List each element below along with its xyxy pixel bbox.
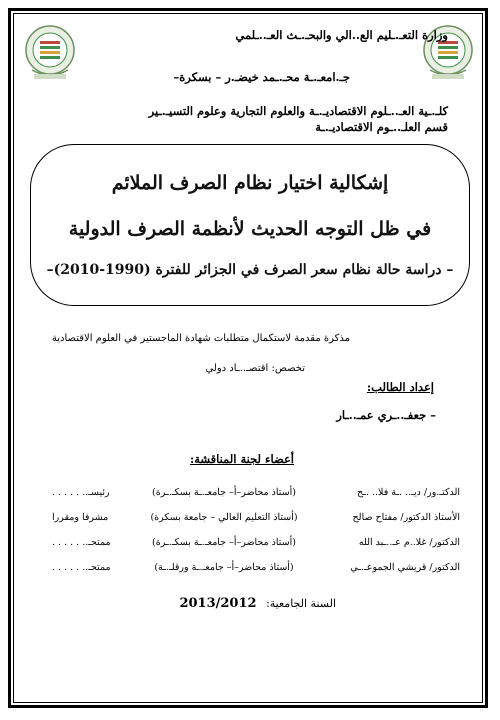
department-name: قسم العلـ..ـوم الاقتصاديـ.ـة bbox=[315, 120, 448, 134]
committee-row bbox=[52, 480, 460, 505]
thesis-subtitle: – دراسة حالة نظام سعر الصرف في الجزائر للفترة (1990-2010)– bbox=[46, 262, 454, 278]
committee-table bbox=[52, 480, 460, 580]
ministry-name: وزارة التعـ.ـليم الع..الي والبحـ.ـث العـ..ـلمي bbox=[235, 28, 448, 42]
member-name: الأستاذ الدكتور/ مفتاح صالح bbox=[352, 512, 460, 523]
committee-row bbox=[52, 555, 460, 580]
committee-row bbox=[52, 530, 460, 555]
student-name: – جعفـ..ـري عمـ..ـار bbox=[336, 408, 436, 422]
student-heading: إعداد الطالب: bbox=[366, 380, 434, 394]
committee-row bbox=[52, 505, 460, 530]
member-name: الدكتور/ قريشي الجموعـ.ـي bbox=[350, 562, 460, 573]
member-name: الدكتـ.ور/ ديـ.. .ـة فلا.. .ـح bbox=[357, 487, 460, 498]
member-rank: (أستاذ محاضر–أ– جامعـ.ـة بسكـ.ـرة) bbox=[152, 487, 296, 498]
member-role: مشرفا ومقررا bbox=[52, 512, 109, 523]
thesis-title-line-1: إشكالية اختيار نظام الصرف الملائم bbox=[111, 172, 389, 194]
academic-year-label: السنة الجامعية: bbox=[266, 597, 336, 610]
member-role: ممتحـ.. . . . . . bbox=[52, 562, 111, 573]
member-name: الدكتور/ غلا..م عـ..ـبد الله bbox=[358, 537, 460, 548]
member-role: ممتحـ.. . . . . . bbox=[52, 537, 111, 548]
member-rank: (أستاذ محاضر–أ– جامعـ.ـة ورقلـ.ـة) bbox=[154, 562, 294, 573]
member-rank: (أستاذ محاضر–أ– جامعـ.ـة بسكـ.ـرة) bbox=[152, 537, 296, 548]
university-logo-left-icon bbox=[22, 24, 78, 82]
faculty-name: كلـ.ـية العـ..ـلوم الاقتصاديـ.ـة والعلوم التجارية وعلوم التسيـ.ـير bbox=[148, 104, 448, 118]
thesis-purpose: مذكرة مقدمة لاستكمال متطلبات شهادة الماجستير في العلوم الاقتصادية bbox=[51, 333, 350, 344]
specialization: تخصص: اقتصـ..ـاد دولي bbox=[205, 363, 305, 374]
committee-heading: أعضاء لجنة المناقشة: bbox=[190, 452, 294, 466]
academic-year bbox=[179, 596, 336, 611]
member-role: رئيسـ.. . . . . . bbox=[52, 487, 110, 498]
university-name: جـ.امعـ.ـة محـ.ـمد خيضـ.ر – بسكرة– bbox=[173, 70, 350, 84]
thesis-title-line-2: في ظل التوجه الحديث لأنظمة الصرف الدولية bbox=[68, 218, 432, 240]
academic-year-value: 2013/2012 bbox=[179, 596, 257, 611]
member-rank: (أستاذ التعليم العالي – جامعة بسكرة) bbox=[150, 512, 298, 523]
